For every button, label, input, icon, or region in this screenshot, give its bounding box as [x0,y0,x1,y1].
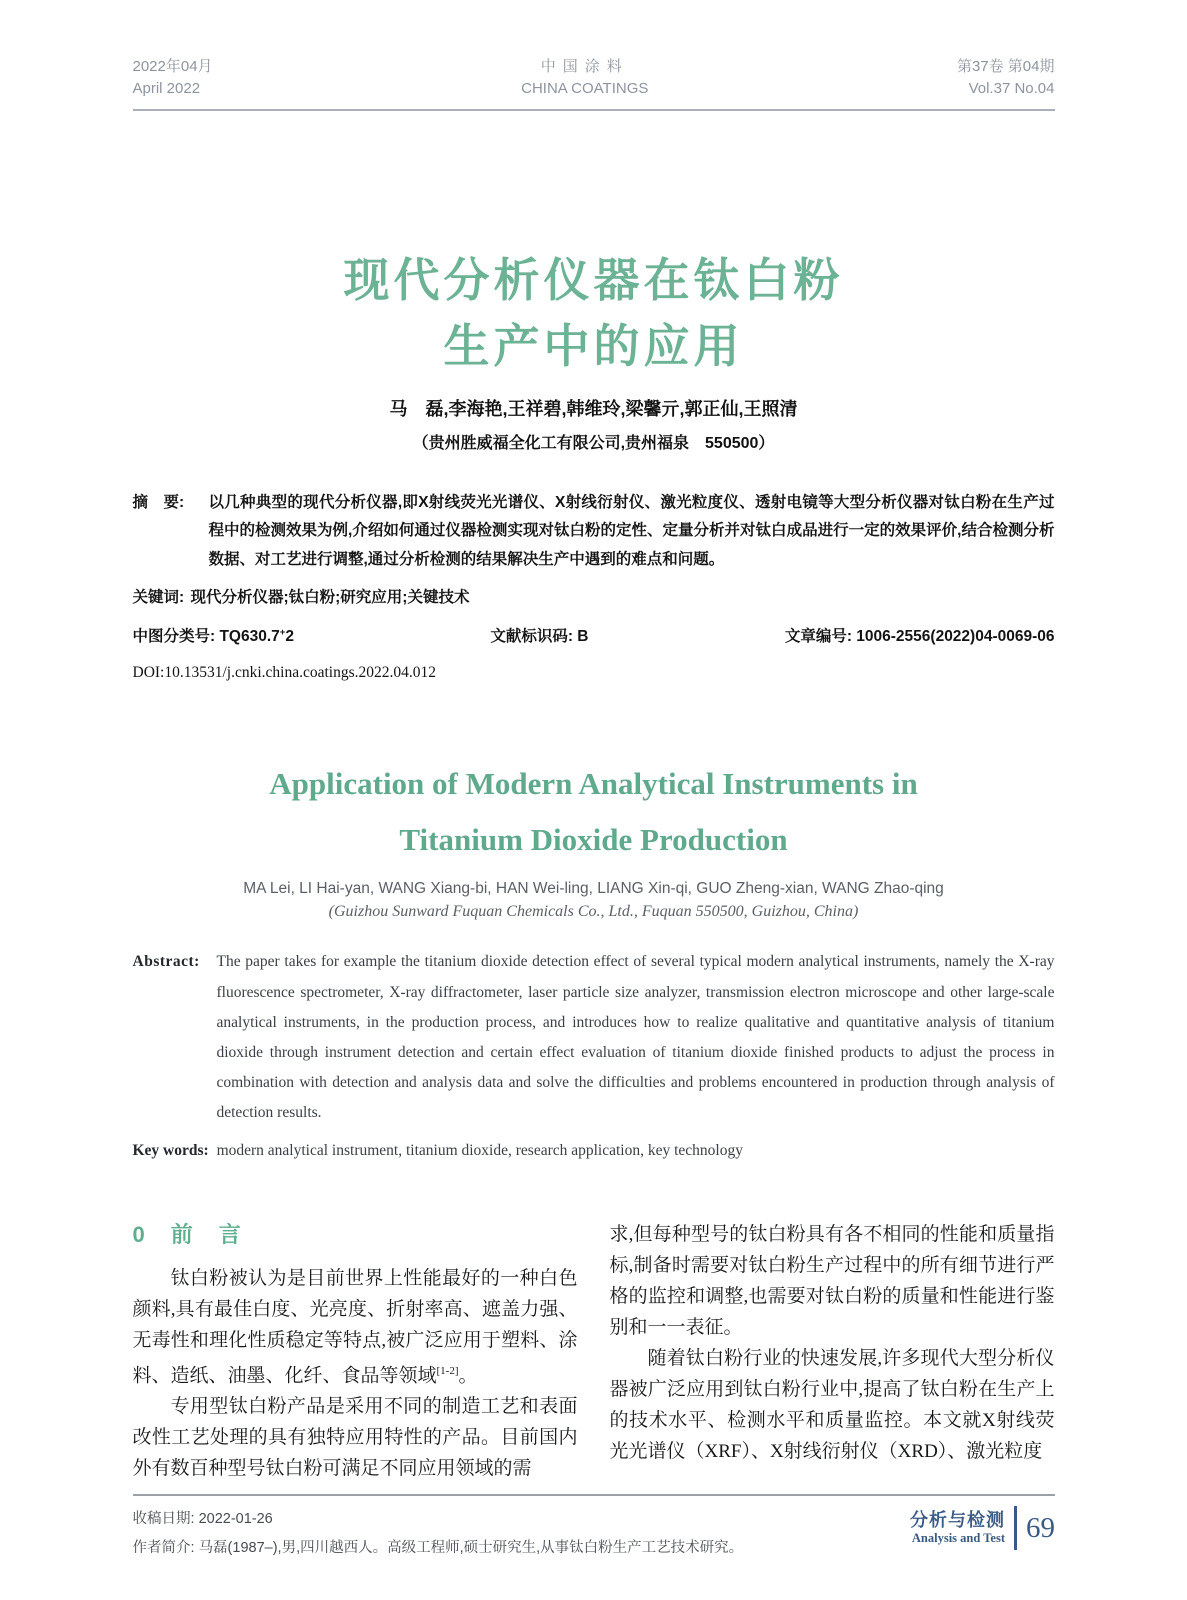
column-left [133,1219,578,1484]
abstract-en-label: Abstract: [132,953,200,971]
section-banner [910,1510,1014,1546]
paragraph-intro-3: 随着钛白粉行业的快速发展,许多现代大型分析仪器被广泛应用到钛白粉行业中,提高了钛白粉在生产上的技术水平、检测水平和质量监控。本文就X射线荧光光谱仪（XRF）、X射线衍射仪（XRD）、激光粒度 [609,1348,1055,1463]
journal-name-cn: 中国涂料 [540,58,629,75]
affiliation-en: (Guizhou Sunward Fuquan Chemicals Co., Ltd., Fuquan 550500, Guizhou, China) [328,903,859,921]
issue-cn: 第37卷 第04期 [956,58,1055,75]
document-code [490,623,588,651]
doc-code-label: 文献标识码: [490,628,578,646]
section-heading-0: 0 前 言 [132,1222,243,1248]
clc-rest: 2 [285,628,295,646]
issue-en: Vol.37 No.04 [968,79,1055,97]
received-date-label: 收稿日期: [132,1511,199,1528]
citation-ref-1-2: [1-2] [436,1365,459,1378]
page-number: 69 [1026,1511,1055,1544]
abstract-en [133,947,1055,1128]
clc-superscript: + [279,627,286,639]
authors-cn: 马 磊,李海艳,王祥碧,韩维玲,梁馨亓,郭正仙,王照清 [389,398,798,419]
received-date-value: 2022-01-26 [198,1511,273,1528]
article-number [785,623,1055,651]
column-right [610,1219,1055,1484]
running-head [133,56,1055,111]
page-footer [910,1506,1055,1550]
author-bio-label: 作者简介: [132,1539,199,1556]
body-columns [133,1219,1055,1484]
running-head-journal [521,56,648,100]
paragraph-intro-1 [133,1263,578,1391]
date-cn: 2022年04月 [132,58,213,75]
affiliation-cn: （贵州胜威福全化工有限公司,贵州福泉 550500） [412,434,775,452]
paragraph-intro-2: 专用型钛白粉产品是采用不同的制造工艺和表面改性工艺处理的具有独特应用特性的产品。目前国内外有数百种型号钛白粉可满足不同应用领域的需 [132,1396,578,1480]
section-banner-en: Analysis and Test [911,1530,1005,1545]
abstract-en-text: The paper takes for example the titanium dioxide detection effect of several typical modern analytical instruments, namely the X-ray fluorescence spectrometer, X-ray diffractometer, laser particle size analyzer, transmission electron microscope and other large-scale analytical instruments, in the production process, and introduces how to realize qualitative and quantitative analysis of titanium dioxide through instrument detection and certain effect evaluation of titanium dioxide finished products to adjust the process in combination with detection and analysis data and solve the difficulties and problems encountered in production through analysis of detection results. [216,953,1055,1122]
paragraph-intro-1-end: 。 [458,1365,478,1387]
article-no-label: 文章编号: [784,628,857,646]
keywords-cn-label: 关键词: [132,588,185,606]
keywords-en [133,1136,1055,1165]
article-title-en-line2: Titanium Dioxide Production [399,822,788,858]
doi: DOI:10.13531/j.cnki.china.coatings.2022.04.012 [132,664,436,682]
running-head-date [133,56,213,100]
article-title-en [133,756,1055,868]
meta-cn-block [133,489,1055,683]
section-banner-cn: 分析与检测 [910,1510,1005,1531]
clc-number [133,623,295,651]
clc-base: TQ630.7 [219,628,280,646]
keywords-cn [133,584,1055,612]
doc-code-value: B [577,628,589,646]
article-no-value: 1006-2556(2022)04-0069-06 [856,628,1055,646]
author-bio-value: 马磊(1987–),男,四川越西人。高级工程师,硕士研究生,从事钛白粉生产工艺技术研究。 [198,1539,744,1556]
abstract-cn-label: 摘 要: [132,493,185,511]
meta-en-block [133,947,1055,1165]
keywords-en-text: modern analytical instrument, titanium dioxide, research application, key technology [216,1141,743,1159]
keywords-cn-text: 现代分析仪器;钛白粉;研究应用;关键技术 [190,588,470,606]
article-title-en-line1: Application of Modern Analytical Instruments in [269,766,918,802]
abstract-cn [133,489,1055,575]
article-title-cn-line1: 现代分析仪器在钛白粉 [343,253,844,306]
article-title-cn [133,247,1055,379]
clc-label: 中图分类号: [132,628,220,646]
running-head-issue [957,56,1055,100]
journal-name-en: CHINA COATINGS [521,79,649,97]
classification-row [133,623,1055,651]
abstract-cn-text: 以几种典型的现代分析仪器,即X射线荧光光谱仪、X射线衍射仪、激光粒度仪、透射电镜等大型分析仪器对钛白粉在生产过程中的检测效果为例,介绍如何通过仪器检测实现对钛白粉的定性、定量分析并对钛白成品进行一定的效果评价,结合检测分析数据、对工艺进行调整,通过分析检测的结果解决生产中遇到的难点和问题。 [208,493,1055,568]
date-en: April 2022 [132,79,201,97]
keywords-en-label: Key words: [132,1141,209,1159]
authors-en: MA Lei, LI Hai-yan, WANG Xiang-bi, HAN Wei-ling, LIANG Xin-qi, GUO Zheng-xian, WANG Zhao-qing [243,880,944,898]
paragraph-intro-2-cont: 求,但每种型号的钛白粉具有各不相同的性能和质量指标,制备时需要对钛白粉生产过程中的所有细节进行严格的监控和调整,也需要对钛白粉的质量和性能进行鉴别和一一表征。 [609,1224,1055,1339]
article-title-cn-line2: 生产中的应用 [443,319,744,372]
page-content [133,0,1055,1562]
paragraph-intro-1-text: 钛白粉被认为是目前世界上性能最好的一种白色颜料,具有最佳白度、光亮度、折射率高、遮盖力强、无毒性和理化性质稳定等特点,被广泛应用于塑料、涂料、造纸、油墨、化纤、食品等领域 [132,1268,578,1387]
